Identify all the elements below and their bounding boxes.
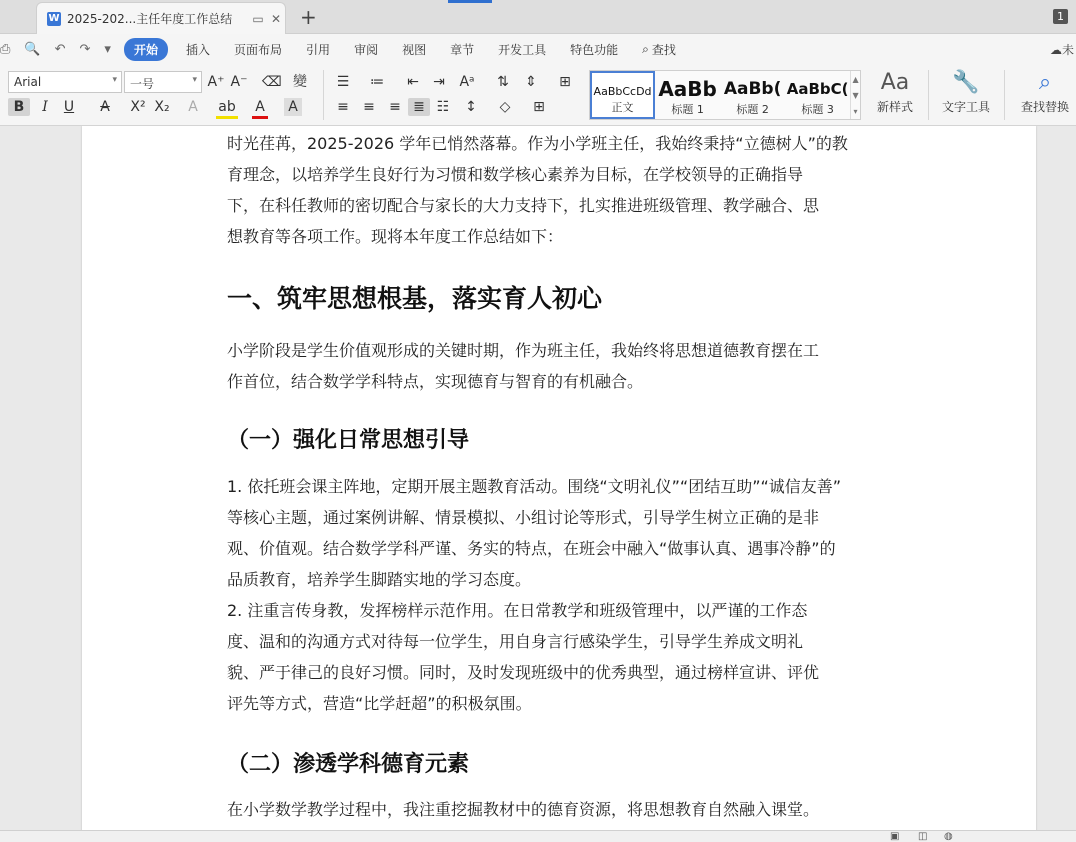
text-line: 小学阶段是学生价值观形成的关键时期，作为班主任，我始终将思想道德教育摆在工 [227, 341, 820, 360]
grow-font-icon[interactable]: A⁺ [207, 74, 225, 90]
style-normal[interactable] [590, 71, 655, 119]
text-line: 作首位，结合数学学科特点，实现德育与智育的有机融合。 [227, 372, 644, 391]
table-border-icon[interactable]: ⊞ [559, 74, 571, 90]
style-gallery [589, 70, 861, 120]
document-area[interactable] [0, 126, 1076, 830]
text-line: 在小学数学教学过程中，我注重挖掘教材中的德育资源，将思想教育自然融入课堂。 [227, 800, 820, 819]
status-bar [0, 830, 1076, 842]
font-size-select[interactable]: 一号 ▾ [124, 71, 202, 93]
menu-bar [0, 34, 1076, 64]
increase-indent-icon[interactable]: ⇥ [433, 74, 445, 90]
view-mode-icon[interactable]: ▣ [890, 831, 900, 842]
menu-special-features[interactable]: 特色功能 [570, 42, 619, 57]
expand-gallery-icon[interactable]: ▾ [853, 106, 858, 116]
numbered-list-icon[interactable]: ≔ [370, 74, 384, 90]
text-tools-button[interactable] [936, 70, 996, 115]
text-line: 品质教育，培养学生脚踏实地的学习态度。 [227, 570, 532, 589]
strikethrough-icon[interactable]: A [100, 99, 110, 115]
new-style-button[interactable] [870, 70, 920, 115]
window-count-badge[interactable]: 1 [1053, 9, 1068, 24]
separator [323, 70, 324, 120]
section-2-paragraph[interactable] [227, 794, 892, 825]
font-name-select[interactable]: Arial ▾ [8, 71, 122, 93]
print-preview-icon[interactable]: 🔍 [24, 41, 41, 57]
document-content[interactable] [227, 128, 892, 825]
borders-icon[interactable]: ⊞ [533, 99, 545, 115]
cloud-icon: ☁ [1049, 43, 1062, 57]
menu-references[interactable]: 引用 [306, 42, 331, 57]
style-name: 正文 [611, 101, 634, 114]
text-line: 时光荏苒，2025-2026 学年已悄然落幕。作为小学班主任，我始终秉持“立德树人”的教 [227, 134, 848, 153]
scroll-down-icon[interactable]: ▼ [852, 90, 859, 100]
tab-bar [0, 0, 1076, 34]
phonetic-guide-icon[interactable]: 變 [293, 74, 307, 90]
italic-icon[interactable]: I [42, 99, 48, 115]
align-right-icon[interactable]: ≡ [389, 99, 401, 115]
intro-paragraph[interactable] [227, 128, 892, 252]
undo-icon[interactable]: ↶ [54, 41, 66, 57]
align-left-icon[interactable]: ≡ [337, 99, 349, 115]
text-line: 想教育等各项工作。现将本年度工作总结如下： [227, 227, 564, 246]
align-center-icon[interactable]: ≡ [363, 99, 375, 115]
bullet-list-icon[interactable]: ☰ [336, 74, 350, 90]
line-spacing-icon[interactable]: ⇕ [525, 74, 537, 90]
find-replace-label: 查找替换 [1020, 100, 1069, 114]
text-line: 育理念，以培养学生良好行为习惯和数学核心素养为目标，在学校领导的正确指导 [227, 165, 804, 184]
style-name: 标题 2 [736, 103, 769, 116]
menu-page-layout[interactable]: 页面布局 [234, 42, 283, 57]
new-style-label: 新样式 [876, 100, 913, 114]
text-line: 等核心主题，通过案例讲解、情景模拟、小组讨论等形式，引导学生树立正确的是非 [227, 508, 820, 527]
web-view-icon[interactable]: ◫ [918, 831, 928, 842]
text-line: 观、价值观。结合数学学科严谨、务实的特点，在班会中融入“做事认真、遇事冷静”的 [227, 539, 836, 558]
style-heading-2[interactable] [720, 71, 785, 119]
text-effect-icon[interactable]: A [188, 99, 198, 115]
text-line: 2. 注重言传身教，发挥榜样示范作用。在日常教学和班级管理中，以严谨的工作态 [227, 601, 808, 620]
redo-icon[interactable]: ↷ [79, 41, 91, 57]
font-color-icon[interactable]: A [252, 98, 268, 119]
quick-access-toolbar [0, 42, 124, 57]
sort-icon[interactable]: ⇅ [497, 74, 509, 90]
highlight-icon[interactable]: ab [216, 98, 238, 119]
point-1-paragraph[interactable] [227, 471, 892, 595]
more-quick-icon[interactable]: ▾ [104, 41, 111, 57]
new-tab-plus-icon[interactable]: + [300, 5, 317, 29]
menu-search-label: 查找 [651, 42, 676, 57]
menu-home[interactable]: 开始 [124, 38, 168, 61]
style-heading-3[interactable] [785, 71, 850, 119]
active-indicator [448, 0, 492, 3]
wrench-icon: 🔧 [952, 70, 980, 95]
document-page[interactable] [82, 126, 1036, 830]
change-case-icon[interactable]: Aᵃ [459, 74, 475, 90]
separator [1004, 70, 1005, 120]
text-line: 下，在科任教师的密切配合与家长的大力支持下，扎实推进班级管理、教学融合、思 [227, 196, 820, 215]
distributed-icon[interactable]: ☷ [436, 99, 450, 115]
style-preview: AaBbCcDd [593, 85, 652, 98]
heading-1[interactable]: 一、筑牢思想根基，落实育人初心 [227, 284, 603, 313]
magnifier-icon: ⌕ [1038, 70, 1052, 95]
globe-icon[interactable]: ◍ [944, 831, 953, 842]
paragraph-spacing-icon[interactable]: ↕ [465, 99, 477, 115]
text-line: 貌、严于律己的良好习惯。同时，及时发现班级中的优秀典型，通过榜样宣讲、评优 [227, 663, 820, 682]
heading-2-a[interactable]: （一）强化日常思想引导 [227, 428, 470, 453]
find-replace-button[interactable] [1014, 70, 1076, 115]
document-tab-title: 2025-202...主任年度工作总结 [67, 12, 233, 26]
scroll-up-icon[interactable]: ▲ [852, 74, 859, 84]
menu-developer[interactable]: 开发工具 [498, 42, 547, 57]
decrease-indent-icon[interactable]: ⇤ [407, 74, 419, 90]
text-line: 1. 依托班会课主阵地，定期开展主题教育活动。围绕“文明礼仪”“团结互助”“诚信友善” [227, 477, 842, 496]
bold-icon[interactable]: B [8, 98, 30, 116]
style-preview: AaBbC( [786, 80, 849, 98]
style-name: 标题 1 [671, 103, 704, 116]
style-name: 标题 3 [801, 103, 834, 116]
menu-search[interactable] [642, 41, 676, 58]
print-icon[interactable]: ⎙ [0, 41, 11, 57]
menu-insert[interactable]: 插入 [186, 42, 211, 57]
underline-icon[interactable]: U [63, 99, 75, 115]
menu-review[interactable]: 审阅 [354, 42, 379, 57]
clear-format-icon[interactable]: ⌫ [262, 74, 282, 90]
cloud-label: 未 [1061, 43, 1074, 57]
cloud-sync[interactable] [1050, 41, 1074, 58]
new-style-icon: Aa [880, 70, 910, 95]
document-tab[interactable] [36, 2, 286, 34]
style-preview: AaBb [658, 77, 717, 101]
point-2-paragraph[interactable] [227, 595, 892, 719]
style-preview: AaBb( [723, 79, 782, 99]
justify-icon[interactable]: ≣ [408, 98, 430, 116]
superscript-icon[interactable]: X² [130, 99, 146, 115]
shrink-font-icon[interactable]: A⁻ [230, 74, 248, 90]
menu-section[interactable]: 章节 [450, 42, 475, 57]
subscript-icon[interactable]: X₂ [154, 99, 170, 115]
separator [928, 70, 929, 120]
search-icon: ⌕ [642, 41, 649, 56]
menu-view[interactable]: 视图 [402, 42, 427, 57]
style-heading-1[interactable] [655, 71, 720, 119]
character-shading-icon[interactable]: A [284, 98, 302, 116]
shading-icon[interactable]: ◇ [499, 99, 511, 115]
text-line: 度、温和的沟通方式对待每一位学生，用自身言行感染学生，引导学生养成文明礼 [227, 632, 804, 651]
text-line: 评先等方式，营造“比学赶超”的积极氛围。 [227, 694, 532, 713]
tab-restore-icon[interactable]: ▭ [252, 11, 264, 26]
style-gallery-scroll[interactable] [850, 71, 860, 119]
text-tools-label: 文字工具 [941, 100, 990, 114]
tab-close-icon[interactable]: ✕ [270, 11, 282, 26]
heading-2-b[interactable]: （二）渗透学科德育元素 [227, 752, 470, 777]
ribbon-toolbar [0, 64, 1076, 126]
document-icon: W [48, 12, 60, 24]
section-1-paragraph[interactable] [227, 335, 892, 397]
